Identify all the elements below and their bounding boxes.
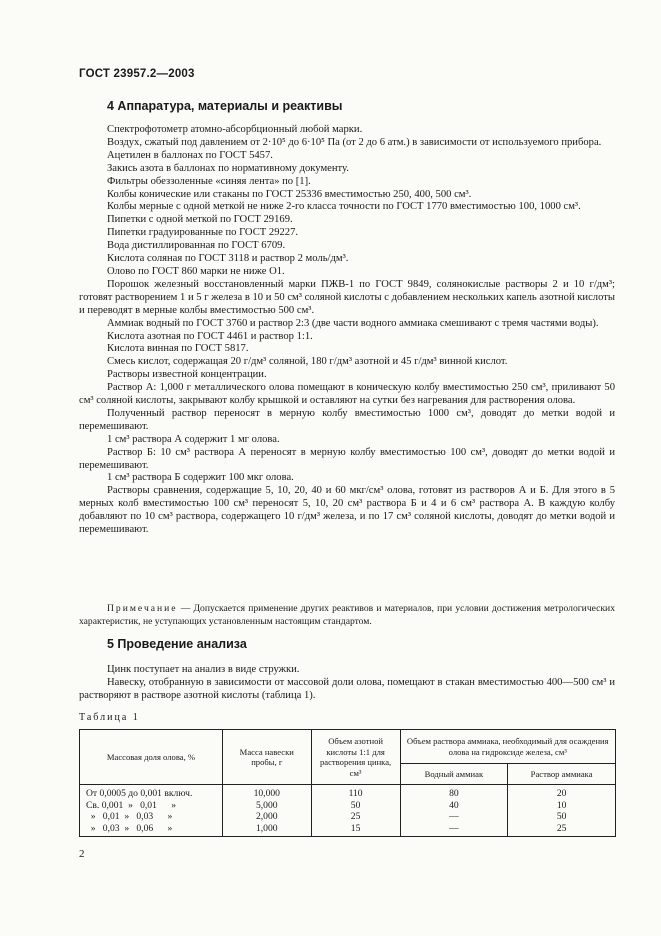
paragraph: Пипетки градуированные по ГОСТ 29227. [107,227,299,239]
note-label: Примечание [107,603,178,614]
table-cell: » 0,03 » 0,06 » [80,823,223,837]
paragraph: Полученный раствор переносят в мерную колбу вместимостью 1000 см³, доводят до метки водой и перемешивают. [79,407,615,432]
section-5-body [79,664,615,703]
paragraph: Колбы конические или стаканы по ГОСТ 25336 вместимостью 250, 400, 500 см³. [107,188,472,200]
paragraph: Олово по ГОСТ 860 марки не ниже О1. [107,265,285,277]
paragraph: Смесь кислот, содержащая 20 г/дм³ соляной, 180 г/дм³ азотной и 45 г/дм³ винной кислот. [107,356,508,368]
table-cell: 50 [311,800,400,812]
column-header: Массовая доля олова, % [80,730,223,785]
table-cell: 80 [400,785,508,800]
column-group-header: Объем раствора аммиака, необходимый для осаждения олова на гидроксиде железа, см³ [400,730,615,764]
paragraph: Фильтры обеззоленные «синяя лента» по [1]. [107,175,311,187]
paragraph: Раствор А: 1,000 г металлического олова помещают в коническую колбу вместимостью 250 см³, приливают 50 см³ соляной кислоты, закрывают колбу крышкой и оставляют на сутки без нагревания для растворения олова. [79,382,615,407]
note [79,603,615,628]
table-cell: 1,000 [222,823,311,837]
paragraph: Пипетки с одной меткой по ГОСТ 29169. [107,214,293,226]
table-cell: 50 [508,811,616,823]
table-cell: 2,000 [222,811,311,823]
paragraph: 1 см³ раствора Б содержит 100 мкг олова. [107,472,294,484]
table-cell: От 0,0005 до 0,001 включ. [80,785,223,800]
paragraph: 1 см³ раствора А содержит 1 мг олова. [107,433,280,445]
table-cell: — [400,811,508,823]
paragraph: Порошок железный восстановленный марки ПЖВ-1 по ГОСТ 9849, солянокислые растворы 2 и 10 г/дм³; готовят растворением 1 и 5 г железа в 10 и 50 см³ соляной кислоты с добавлением нескольких капель азотной кислоты и переводят в мерные колбы вместимостью 500 см³. [79,278,615,316]
table-cell: 40 [400,800,508,812]
paragraph: Вода дистиллированная по ГОСТ 6709. [107,240,286,252]
table-row [80,785,616,800]
paragraph: Аммиак водный по ГОСТ 3760 и раствор 2:3 (две части водного аммиака смешивают с тремя частями воды). [107,317,599,329]
column-header: Водный аммиак [400,764,508,785]
column-header: Раствор аммиака [508,764,616,785]
paragraph: Кислота азотная по ГОСТ 4461 и раствор 1:1. [107,330,313,342]
table-cell: 15 [311,823,400,837]
paragraph: Кислота соляная по ГОСТ 3118 и раствор 2 моль/дм³. [107,253,349,265]
paragraph: Навеску, отобранную в зависимости от массовой доли олова, помещают в стакан вместимостью 400—500 см³ и растворяют в растворе азотной кислоты (таблица 1). [79,676,615,701]
table-cell: 10,000 [222,785,311,800]
paragraph: Закись азота в баллонах по нормативному документу. [107,162,349,174]
paragraph: Растворы сравнения, содержащие 5, 10, 20, 40 и 60 мкг/см³ олова, готовят из растворов А и Б. Для этого в 5 мерных колб вместимостью 100 см³ переносят 5, 10, 20 см³ раствора Б и 4 и 6 см³ раствора А. В каждую колбу добавляют по 10 см³ раствора, содержащего 10 г/дм³ железа, и по 17 см³ соляной кислоты, доводят до метки водой и перемешивают. [79,485,615,536]
table-row [80,811,616,823]
paragraph: Раствор Б: 10 см³ раствора А переносят в мерную колбу вместимостью 100 см³, доводят до метки водой и перемешивают. [79,446,615,471]
table-cell: — [400,823,508,837]
table-cell: Св. 0,001 » 0,01 » [80,800,223,812]
paragraph: Растворы известной концентрации. [107,369,267,381]
table-cell: 110 [311,785,400,800]
table-cell: 10 [508,800,616,812]
standard-header: ГОСТ 23957.2—2003 [79,68,195,80]
paragraph: Воздух, сжатый под давлением от 2·10⁵ до 6·10⁵ Па (от 2 до 6 атм.) в зависимости от используемого прибора. [107,136,602,148]
paragraph: Колбы мерные с одной меткой не ниже 2-го класса точности по ГОСТ 1770 вместимостью 100, 1000 см³. [107,201,581,213]
section-4-body [79,124,615,537]
paragraph: Цинк поступает на анализ в виде стружки. [107,664,300,675]
table-cell: 20 [508,785,616,800]
paragraph: Ацетилен в баллонах по ГОСТ 5457. [107,149,273,161]
paragraph: Спектрофотометр атомно-абсорбционный любой марки. [107,124,363,135]
table-row [80,800,616,812]
data-table [79,729,616,837]
table-caption: Таблица 1 [79,712,140,723]
note-text: — Допускается применение других реактивов и материалов, при условии достижения метрологических характеристик, не уступающих установленным настоящим стандартом. [79,603,615,627]
table-cell: 25 [508,823,616,837]
table-cell: 5,000 [222,800,311,812]
section-5-title: 5 Проведение анализа [107,637,247,651]
page-number: 2 [79,848,85,860]
column-header: Объем азотной кислоты 1:1 для растворения цинка, см³ [311,730,400,785]
column-header: Масса навески пробы, г [222,730,311,785]
table-row [80,823,616,837]
table-cell: » 0,01 » 0,03 » [80,811,223,823]
section-4-title: 4 Аппаратура, материалы и реактивы [107,99,343,113]
paragraph: Кислота винная по ГОСТ 5817. [107,343,249,355]
table-cell: 25 [311,811,400,823]
